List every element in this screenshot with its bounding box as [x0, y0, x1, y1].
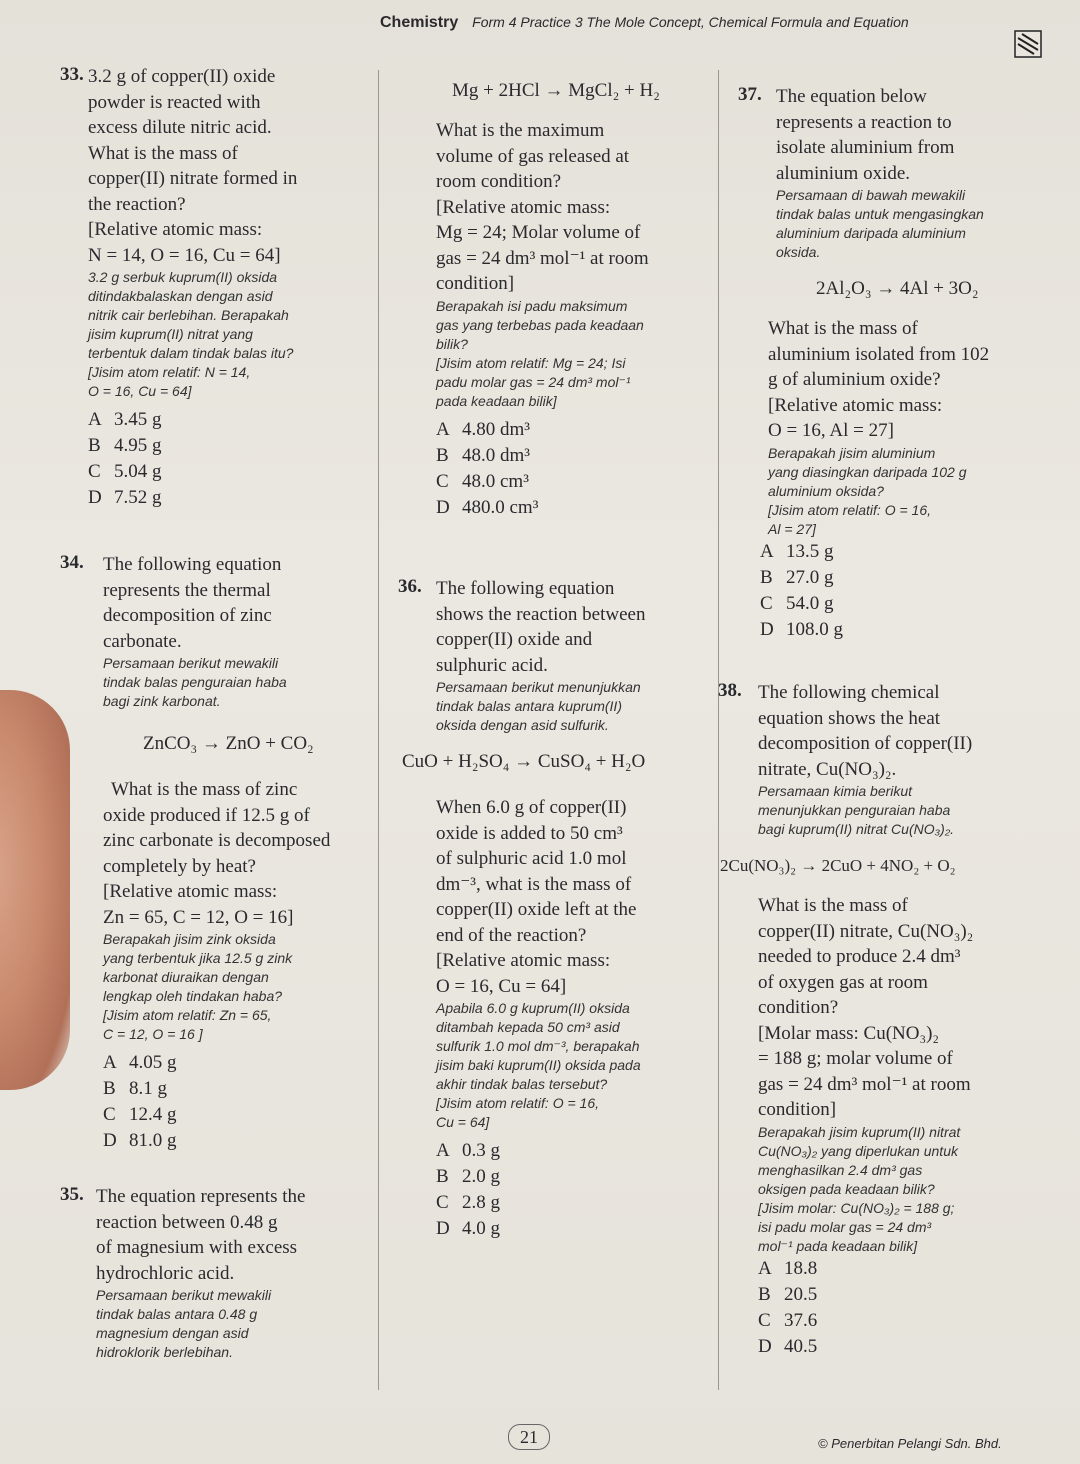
text-line: powder is reacted with [88, 91, 261, 113]
text-line: [Jisim atom relatif: O = 16, [436, 1095, 599, 1111]
text-line: shows the reaction between [436, 603, 646, 625]
text-line: What is the mass of [88, 142, 238, 164]
text-line: copper(II) oxide left at the [436, 899, 637, 920]
text-line: Cu = 64] [436, 1114, 490, 1130]
option-d[interactable]: D 4.0 g [436, 1218, 500, 1239]
text-line: the reaction? [88, 193, 186, 215]
text-line: yang diasingkan daripada 102 g [768, 463, 967, 480]
option-d[interactable]: D 40.5 [758, 1335, 818, 1357]
question-36-number: 36. [398, 576, 422, 597]
chapter-title: Form 4 Practice 3 The Mole Concept, Chemical Formula and Equation [472, 14, 909, 30]
text-line: What is the maximum [436, 120, 605, 141]
option-b[interactable]: B 20.5 [758, 1283, 818, 1305]
text-line: carbonate. [103, 630, 182, 652]
text-line: The following equation [103, 554, 282, 575]
column-divider-1 [378, 70, 379, 1390]
text-line: Berapakah jisim aluminium [768, 444, 936, 461]
text-line: hydrochloric acid. [96, 1262, 235, 1284]
q38-equation: 2Cu(NO₃)₂ → 2CuO + 4NO₂ + O₂ [720, 856, 956, 875]
question-34 [103, 552, 373, 1154]
text-line: oxide produced if 12.5 g of [103, 804, 310, 826]
text-line: jisim kuprum(II) nitrat yang [88, 326, 253, 342]
question-37 [760, 84, 1072, 643]
text-line: padu molar gas = 24 dm³ mol⁻¹ [436, 373, 631, 390]
text-line: condition? [758, 997, 839, 1018]
text-line: of oxygen gas at room [758, 971, 928, 993]
text-line: [Jisim molar: Cu(NO₃)₂ = 188 g; [758, 1199, 955, 1216]
question-34-number: 34. [60, 552, 84, 573]
option-b[interactable]: B 4.95 g [88, 435, 162, 456]
text-line: karbonat diuraikan dengan [103, 969, 269, 985]
text-line: [Jisim atom relatif: Mg = 24; Isi [436, 354, 626, 371]
text-line: bagi kuprum(II) nitrat Cu(NO₃)₂. [758, 821, 955, 837]
question-35-continued [436, 78, 716, 521]
text-line: What is the mass of [758, 895, 908, 916]
text-line: Mg = 24; Molar volume of [436, 222, 641, 243]
option-a[interactable]: A 18.8 [758, 1257, 818, 1279]
text-line: Persamaan kimia berikut [758, 783, 913, 799]
text-line: bilik? [436, 335, 468, 352]
option-c[interactable]: C 12.4 g [103, 1104, 177, 1125]
option-a[interactable]: A 13.5 g [760, 540, 834, 562]
text-line: yang terbentuk jika 12.5 g zink [103, 950, 293, 966]
text-line: The equation represents the [96, 1186, 306, 1207]
option-c[interactable]: C 2.8 g [436, 1192, 500, 1213]
text-line: N = 14, O = 16, Cu = 64] [88, 244, 281, 266]
text-line: Zn = 65, C = 12, O = 16] [103, 906, 294, 928]
option-c[interactable]: C 54.0 g [760, 592, 834, 614]
text-line: needed to produce 2.4 dm³ [758, 946, 961, 967]
subject-title: Chemistry [380, 14, 459, 31]
q36-equation: CuO + H₂SO₄ → CuSO₄ + H₂O [402, 751, 646, 772]
chapter-logo-icon [1014, 30, 1042, 58]
text-line: = 188 g; molar volume of [758, 1048, 953, 1069]
question-33-number: 33. [60, 64, 84, 85]
text-line: of sulphuric acid 1.0 mol [436, 848, 627, 869]
text-line: Cu(NO₃)₂ yang diperlukan untuk [758, 1142, 958, 1159]
text-line: Persamaan berikut mewakili [96, 1287, 272, 1303]
text-line: C = 12, O = 16 ] [103, 1026, 203, 1042]
text-line: aluminium oxide. [776, 162, 911, 184]
text-line: Al = 27] [768, 520, 816, 537]
text-line: nitrik cair berlebihan. Berapakah [88, 307, 289, 323]
text-line: terbentuk dalam tindak balas itu? [88, 345, 294, 361]
text-line: condition] [758, 1099, 837, 1120]
question-37-number: 37. [738, 84, 762, 105]
text-line: tindak balas untuk mengasingkan [776, 206, 984, 222]
text-line: condition] [436, 273, 515, 294]
text-line: aluminium daripada aluminium [776, 225, 966, 241]
text-line: [Relative atomic mass: [436, 196, 611, 218]
text-line: tindak balas penguraian haba [103, 674, 287, 690]
text-line: akhir tindak balas tersebut? [436, 1076, 608, 1092]
text-line: The equation below [776, 86, 927, 107]
text-line: jisim baki kuprum(II) oksida pada [436, 1057, 641, 1073]
text-line: The following chemical [758, 682, 940, 703]
text-line: volume of gas released at [436, 145, 630, 167]
option-a[interactable]: A 4.05 g [103, 1052, 177, 1073]
option-a[interactable]: A 4.80 dm³ [436, 418, 530, 440]
text-line: menunjukkan penguraian haba [758, 802, 951, 818]
text-line: [Relative atomic mass: [103, 881, 278, 902]
text-line: Apabila 6.0 g kuprum(II) oksida [436, 1000, 630, 1016]
q33-options [88, 407, 378, 511]
text-line: ditambah kepada 50 cm³ asid [436, 1019, 620, 1035]
question-35 [96, 1184, 374, 1362]
text-line: oksigen pada keadaan bilik? [758, 1180, 935, 1197]
text-line: Berapakah jisim kuprum(II) nitrat [758, 1123, 961, 1140]
text-line: 3.2 g of copper(II) oxide [88, 66, 276, 87]
text-line: Berapakah jisim zink oksida [103, 931, 276, 947]
text-line: nitrate, Cu(NO₃)₂. [758, 758, 897, 780]
text-line: What is the mass of [768, 318, 918, 339]
text-line: of magnesium with excess [96, 1237, 298, 1258]
text-line: decomposition of copper(II) [758, 733, 973, 754]
text-line: represents the thermal [103, 579, 271, 601]
text-line: tindak balas antara kuprum(II) [436, 698, 622, 714]
text-line: [Relative atomic mass: [436, 950, 611, 971]
text-line: room condition? [436, 171, 562, 192]
text-line: oksida. [776, 244, 821, 260]
text-line: bagi zink karbonat. [103, 693, 221, 709]
text-line: [Relative atomic mass: [768, 394, 943, 416]
text-line: The following equation [436, 578, 615, 599]
text-line: O = 16, Al = 27] [768, 420, 894, 441]
text-line: lengkap oleh tindakan haba? [103, 988, 283, 1004]
text-line: gas = 24 dm³ mol⁻¹ at room [758, 1073, 971, 1095]
text-line: gas = 24 dm³ mol⁻¹ at room [436, 247, 649, 269]
text-line: pada keadaan bilik] [436, 392, 557, 409]
question-38-number: 38. [718, 680, 742, 701]
text-line: dm⁻³, what is the mass of [436, 873, 632, 895]
text-line: g of aluminium oxide? [768, 369, 941, 390]
text-line: When 6.0 g of copper(II) [436, 797, 627, 818]
text-line: [Jisim atom relatif: N = 14, [88, 364, 251, 380]
text-line: decomposition of zinc [103, 605, 272, 626]
text-line: oxide is added to 50 cm³ [436, 822, 623, 844]
text-line: [Molar mass: Cu(NO₃)₂ [758, 1022, 940, 1044]
text-line: represents a reaction to [776, 111, 952, 133]
option-c[interactable]: C 48.0 cm³ [436, 470, 529, 492]
question-35-number: 35. [60, 1184, 84, 1205]
text-line: copper(II) nitrate formed in [88, 168, 298, 189]
text-line: sulphuric acid. [436, 654, 548, 676]
text-line: reaction between 0.48 g [96, 1211, 278, 1233]
option-c[interactable]: C 5.04 g [88, 461, 162, 482]
q33-english [88, 64, 378, 268]
q34-equation: ZnCO₃ → ZnO + CO₂ [143, 733, 314, 754]
text-line: excess dilute nitric acid. [88, 117, 272, 138]
text-line: magnesium dengan asid [96, 1325, 249, 1341]
text-line: copper(II) oxide and [436, 629, 593, 650]
text-line: aluminium isolated from 102 [768, 343, 990, 365]
q37-equation: 2Al₂O₃ → 4Al + 3O₂ [816, 278, 979, 299]
q35-equation: Mg + 2HCl → MgCl₂ + H₂ [452, 80, 660, 101]
option-a[interactable]: A 0.3 g [436, 1140, 500, 1161]
text-line: 3.2 g serbuk kuprum(II) oksida [88, 269, 278, 285]
option-d[interactable]: D 81.0 g [103, 1130, 177, 1151]
text-line: What is the mass of zinc [111, 779, 298, 800]
text-line: [Jisim atom relatif: Zn = 65, [103, 1007, 272, 1023]
option-c[interactable]: C 37.6 [758, 1309, 818, 1331]
text-line: end of the reaction? [436, 924, 587, 946]
text-line: gas yang terbebas pada keadaan [436, 316, 644, 333]
text-line: Persamaan berikut menunjukkan [436, 679, 641, 695]
text-line: Persamaan berikut mewakili [103, 655, 279, 671]
text-line: [Jisim atom relatif: O = 16, [768, 501, 931, 518]
option-b[interactable]: B 27.0 g [760, 566, 834, 588]
text-line: aluminium oksida? [768, 482, 884, 499]
option-a[interactable]: A 3.45 g [88, 409, 162, 430]
text-line: zinc carbonate is decomposed [103, 830, 331, 851]
option-d[interactable]: D 108.0 g [760, 618, 843, 640]
text-line: Berapakah isi padu maksimum [436, 297, 628, 314]
text-line: copper(II) nitrate, Cu(NO₃)₂ [758, 920, 974, 942]
text-line: mol⁻¹ pada keadaan bilik] [758, 1237, 918, 1254]
text-line: oksida dengan asid sulfurik. [436, 717, 609, 733]
text-line: O = 16, Cu = 64] [88, 383, 192, 399]
thumb-image [0, 690, 70, 1090]
text-line: menghasilkan 2.4 dm³ gas [758, 1161, 923, 1178]
text-line: ditindakbalaskan dengan asid [88, 288, 273, 304]
text-line: tindak balas antara 0.48 g [96, 1306, 258, 1322]
publisher-credit: © Penerbitan Pelangi Sdn. Bhd. [818, 1436, 1002, 1451]
option-b[interactable]: B 48.0 dm³ [436, 444, 530, 466]
text-line: hidroklorik berlebihan. [96, 1344, 233, 1360]
question-33 [88, 64, 378, 511]
q33-malay [88, 268, 378, 401]
page-number: 21 [508, 1424, 550, 1450]
text-line: isolate aluminium from [776, 137, 955, 158]
text-line: isi padu molar gas = 24 dm³ [758, 1218, 932, 1235]
text-line: completely by heat? [103, 855, 256, 877]
column-divider-2 [718, 70, 719, 1390]
text-line: Persamaan di bawah mewakili [776, 187, 966, 203]
text-line: equation shows the heat [758, 707, 941, 729]
option-d[interactable]: D 480.0 cm³ [436, 496, 539, 518]
text-line: sulfurik 1.0 mol dm⁻³, berapakah [436, 1038, 640, 1054]
page-header [380, 14, 1020, 32]
text-line: O = 16, Cu = 64] [436, 975, 567, 997]
option-b[interactable]: B 2.0 g [436, 1166, 500, 1187]
option-d[interactable]: D 7.52 g [88, 487, 162, 508]
option-b[interactable]: B 8.1 g [103, 1078, 167, 1099]
text-line: [Relative atomic mass: [88, 219, 263, 240]
